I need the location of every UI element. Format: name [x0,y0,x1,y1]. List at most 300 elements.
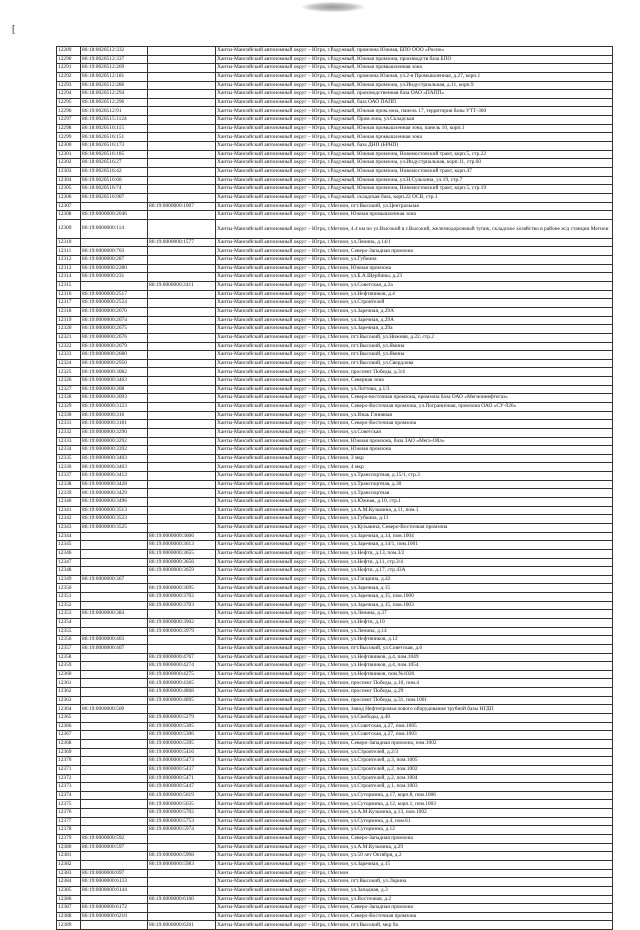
table-row [57,921,613,930]
address-cell: Ханты-Мансийский автономный округ – Югра, г.Мегион, ул.Заречная, д.15, пом.1003 [216,601,613,610]
cadastral-number-cell [81,688,148,697]
object-number-cell [148,359,216,368]
table-row [57,193,613,202]
row-number-cell: 12387 [57,904,81,913]
address-cell: Ханты-Мансийский автономный округ – Югра, г.Мегион, ул.А.М.Кузьмина, д.13, пом.1002 [216,809,613,818]
address-cell: Ханты-Мансийский автономный округ – Югра, г.Мегион, ул.Ленина, д.14/1 [216,238,613,247]
cadastral-number-cell [81,558,148,567]
address-cell: Ханты-Мансийский автономный округ – Югра, г.Мегион, ул.Заречная, д.29А [216,316,613,325]
table-row [57,869,613,878]
cadastral-number-cell: 86:19:0000000:384 [81,610,148,619]
table-row [57,176,613,185]
row-number-cell: 12349 [57,575,81,584]
object-number-cell [148,351,216,360]
cadastral-number-cell [81,826,148,835]
object-number-cell [148,843,216,852]
cadastral-number-cell: 86:19:0000000:407 [81,644,148,653]
table-row [57,47,613,56]
cadastral-number-cell: 86:19:0000000:597 [81,843,148,852]
table-row [57,886,613,895]
table-row [57,282,613,291]
row-number-cell: 12371 [57,765,81,774]
table-row [57,472,613,481]
object-number-cell [148,480,216,489]
row-number-cell: 12294 [57,90,81,99]
cadastral-number-cell [81,593,148,602]
object-number-cell: 86:19:0000000:3702 [148,593,216,602]
address-cell: Ханты-Мансийский автономный округ – Югра, г.Мегион, ул.Нефтяников, д.4, пом.1049 [216,653,613,662]
cadastral-number-cell: 86:19:0000000:3082 [81,368,148,377]
object-number-cell [148,385,216,394]
object-number-cell: 86:19:0000000:5473 [148,757,216,766]
object-number-cell [148,377,216,386]
address-cell: Ханты-Мансийский автономный округ – Югра, г.Мегион, Северо-Западная промзона, пом.1002 [216,739,613,748]
cadastral-number-cell: 86:19:0000000:2679 [81,342,148,351]
table-row [57,757,613,766]
table-row [57,133,613,142]
table-row [57,826,613,835]
table-row [57,359,613,368]
row-number-cell: 12319 [57,316,81,325]
object-number-cell [148,420,216,429]
address-cell: Ханты-Мансийский автономный округ – Югра, г.Мегион, ул.Ленина, д.14 [216,627,613,636]
address-cell: Ханты-Мансийский автономный округ – Югра, г.Радужный, производственная база ОАО «ПАПП» [216,90,613,99]
table-row [57,722,613,731]
row-number-cell: 12302 [57,159,81,168]
address-cell: Ханты-Мансийский автономный округ – Югра, г.Мегион, ул.Губкина [216,256,613,265]
object-number-cell [148,264,216,273]
cadastral-number-cell: 86:19:0020512:269 [81,64,148,73]
row-number-cell: 12291 [57,64,81,73]
table-row [57,411,613,420]
cadastral-number-cell: 86:19:0000000:2674 [81,316,148,325]
cadastral-number-cell [81,774,148,783]
address-cell: Ханты-Мансийский автономный округ – Югра, г.Мегион, ул.Заречная, д.15 [216,584,613,593]
address-cell: Ханты-Мансийский автономный округ – Югра, г.Мегион, ул.А.М.Кузьмина, д.11, пом.1 [216,506,613,515]
object-number-cell [148,835,216,844]
cadastral-number-cell [81,722,148,731]
row-number-cell: 12296 [57,107,81,116]
address-cell: Ханты-Мансийский автономный округ – Югра, г.Радужный, Пром.зона, ул.Складская [216,116,613,125]
row-number-cell: 12357 [57,644,81,653]
row-number-cell: 12300 [57,142,81,151]
row-number-cell: 12384 [57,878,81,887]
table-row [57,601,613,610]
cadastral-number-cell: 86:19:0000000:2676 [81,333,148,342]
address-cell: Ханты-Мансийский автономный округ – Югра, г.Мегион, ул.Южная, д.10, стр.1 [216,498,613,507]
table-row [57,247,613,256]
object-number-cell [148,159,216,168]
cadastral-number-cell [81,662,148,671]
cadastral-number-cell: 86:19:0000000:3123 [81,402,148,411]
object-number-cell [148,64,216,73]
row-number-cell: 12309 [57,219,81,238]
address-cell: Ханты-Мансийский автономный округ – Югра, г.Мегион, ул.Сутормина, д.12 [216,826,613,835]
row-number-cell: 12326 [57,377,81,386]
address-cell: Ханты-Мансийский автономный округ – Югра, г.Мегион, ул.Нефти, д.11, стр.3/4 [216,558,613,567]
table-row [57,670,613,679]
address-cell: Ханты-Мансийский автономный округ – Югра, г.Радужный, Южная промзона, ул.Н.Сульхина, ул.19, стр.7 [216,176,613,185]
address-cell: Ханты-Мансийский автономный округ – Югра, г.Мегион, Северо-Западная промзона [216,247,613,256]
row-number-cell: 12388 [57,912,81,921]
address-cell: Ханты-Мансийский автономный округ – Югра, г.Мегион, пгт.Высокий, ул.Советская, д.6 [216,644,613,653]
address-cell: Ханты-Мансийский автономный округ – Югра, г.Мегион, ул.Лоттова, д.1/3 [216,385,613,394]
object-number-cell [148,886,216,895]
row-number-cell: 12358 [57,653,81,662]
address-cell: Ханты-Мансийский автономный округ – Югра, г.Радужный, база ОАО ПАПП [216,98,613,107]
row-number-cell: 12343 [57,523,81,532]
object-number-cell: 86:19:0000000:5416 [148,748,216,757]
cadastral-number-cell [81,731,148,740]
address-cell: Ханты-Мансийский автономный округ – Югра, г.Радужный, база ДНП (БРНП) [216,142,613,151]
row-number-cell: 12379 [57,835,81,844]
table-row [57,714,613,723]
cadastral-number-cell [81,860,148,869]
row-number-cell: 12321 [57,333,81,342]
address-cell: Ханты-Мансийский автономный округ – Югра, г.Мегион, ул.Заречная, д.15, пом.1000 [216,593,613,602]
table-row [57,523,613,532]
row-number-cell: 12338 [57,480,81,489]
object-number-cell [148,256,216,265]
object-number-cell [148,299,216,308]
row-number-cell: 12329 [57,402,81,411]
object-number-cell: 86:19:0000000:5471 [148,774,216,783]
table-row [57,636,613,645]
address-cell: Ханты-Мансийский автономный округ – Югра, г.Мегион, ул.Западная, д.3 [216,886,613,895]
row-number-cell: 12314 [57,273,81,282]
address-cell: Ханты-Мансийский автономный округ – Югра, г.Мегион, Северо-Восточная промзона [216,420,613,429]
row-number-cell: 12344 [57,532,81,541]
cadastral-number-cell [81,921,148,930]
cadastral-number-cell [81,809,148,818]
object-number-cell [148,515,216,524]
object-number-cell: 86:19:0000000:5983 [148,860,216,869]
row-number-cell: 12385 [57,886,81,895]
row-number-cell: 12364 [57,705,81,714]
address-cell: Ханты-Мансийский автономный округ – Югра, г.Мегион, ул.Сутормина, д.17, корп.8, пом.1006 [216,791,613,800]
address-cell: Ханты-Мансийский автономный округ – Югра, г.Мегион, ул.Заречная, д.29а [216,325,613,334]
cadastral-number-cell [81,627,148,636]
row-number-cell: 12368 [57,739,81,748]
object-number-cell: 86:19:0000000:1007 [148,202,216,211]
address-cell: Ханты-Мансийский автономный округ – Югра, г.Мегион, ул.Транспортная, д.30 [216,480,613,489]
cadastral-number-cell: 86:19:0000000:3290 [81,428,148,437]
table-row [57,532,613,541]
row-number-cell: 12336 [57,463,81,472]
cadastral-number-cell: 86:19:0000000:231 [81,273,148,282]
address-cell: Ханты-Мансийский автономный округ – Югра, г.Радужный, промзона Южная, ул.2-я Промышленная, д.27, корп.1 [216,72,613,81]
table-row [57,107,613,116]
table-row [57,549,613,558]
table-row [57,783,613,792]
object-number-cell: 86:19:0000000:3703 [148,601,216,610]
cadastral-number-cell: 86:18:0020516:27 [81,159,148,168]
cadastral-number-cell [81,817,148,826]
object-number-cell [148,290,216,299]
object-number-cell: 86:19:0000000:6261 [148,921,216,930]
cadastral-number-cell: 86:19:0000000:403 [81,636,148,645]
object-number-cell [148,394,216,403]
registry-table-body [57,47,613,930]
object-number-cell [148,428,216,437]
object-number-cell: 86:19:0000000:3659 [148,567,216,576]
table-row [57,809,613,818]
object-number-cell [148,869,216,878]
row-number-cell: 12360 [57,670,81,679]
address-cell: Ханты-Мансийский автономный округ – Югра, г.Мегион, ул.Свободы, д.40 [216,714,613,723]
address-cell: Ханты-Мансийский автономный округ – Югра, г.Мегион, пгт.Высокий, ул.Ямина [216,351,613,360]
address-cell: Ханты-Мансийский автономный округ – Югра, г.Мегион, ул.Языь Глиняная [216,411,613,420]
row-number-cell: 12350 [57,584,81,593]
table-row [57,739,613,748]
object-number-cell [148,273,216,282]
cadastral-number-cell: 86:19:0000000:3463 [81,377,148,386]
row-number-cell: 12317 [57,299,81,308]
object-number-cell [148,167,216,176]
row-number-cell: 12354 [57,619,81,628]
address-cell: Ханты-Мансийский автономный округ – Югра, г.Мегион, Завод Нефтепромыслового оборудования трубной базы НГДП [216,705,613,714]
table-row [57,506,613,515]
table-row [57,342,613,351]
table-row [57,835,613,844]
address-cell: Ханты-Мансийский автономный округ – Югра, г.Мегион, ул.Советская, д.27, пом.1003 [216,731,613,740]
row-number-cell: 12355 [57,627,81,636]
address-cell: Ханты-Мансийский автономный округ – Югра, г.Мегион, ул.Заречная, д.14/1, пом.1001 [216,541,613,550]
cadastral-number-cell [81,679,148,688]
row-number-cell: 12310 [57,238,81,247]
row-number-cell: 12339 [57,489,81,498]
object-number-cell: 86:19:0000000:4868 [148,688,216,697]
address-cell: Ханты-Мансийский автономный округ – Югра, г.Радужный, Южная промзона, Новомостовский тракт, корп.47 [216,167,613,176]
address-cell: Ханты-Мансийский автономный округ – Югра, г.Мегион, 4.4 км по ул.Высокий в г.Высокий, железнодорожный тупик, складское хозяйство в районе ж/д станции Мегион [216,219,613,238]
address-cell: Ханты-Мансийский автономный округ – Югра, г.Мегион, ул.Заречная, д.29А [216,307,613,316]
row-number-cell: 12363 [57,696,81,705]
row-number-cell: 12362 [57,688,81,697]
cadastral-number-cell: 86:19:0000000:6210 [81,912,148,921]
cadastral-number-cell: 86:19:0000000:3403 [81,463,148,472]
table-row [57,264,613,273]
address-cell: Ханты-Мансийский автономный округ – Югра, г.Мегион, Северо-Западная промзона [216,904,613,913]
object-number-cell: 86:19:0000000:2411 [148,282,216,291]
address-cell: Ханты-Мансийский автономный округ – Югра, г.Мегион, ул.Строителей [216,299,613,308]
object-number-cell [148,463,216,472]
cadastral-number-cell [81,202,148,211]
row-number-cell: 12348 [57,567,81,576]
row-number-cell: 12365 [57,714,81,723]
object-number-cell [148,219,216,238]
cadastral-number-cell: 86:18:0020512:181 [81,72,148,81]
address-cell: Ханты-Мансийский автономный округ – Югра, г.Мегион, ул.Строителей, д.2, пом.1002 [216,765,613,774]
object-number-cell [148,55,216,64]
table-row [57,541,613,550]
cadastral-number-cell [81,653,148,662]
cadastral-number-cell: 86:19:0020516:42 [81,167,148,176]
address-cell: Ханты-Мансийский автономный округ – Югра, г.Радужный, Южная промышленная зона, панель 10, корп.1 [216,124,613,133]
scan-blot-mark [302,2,364,12]
table-row [57,912,613,921]
table-row [57,437,613,446]
cadastral-number-cell [81,791,148,800]
object-number-cell [148,644,216,653]
object-number-cell [148,107,216,116]
object-number-cell: 86:19:0000000:3979 [148,627,216,636]
table-row [57,368,613,377]
table-row [57,273,613,282]
cadastral-number-cell: 86:19:0000000:3292 [81,437,148,446]
cadastral-number-cell [81,765,148,774]
table-row [57,688,613,697]
address-cell: Ханты-Мансийский автономный округ – Югра, г.Мегион, ул.Нефтяников, д.4 [216,290,613,299]
table-row [57,878,613,887]
table-row [57,662,613,671]
cadastral-number-cell: 86:19:0000000:2675 [81,325,148,334]
table-row [57,498,613,507]
row-number-cell: 12366 [57,722,81,731]
object-number-cell [148,411,216,420]
cadastral-number-cell: 86:19:0020512:337 [81,55,148,64]
address-cell: Ханты-Мансийский автономный округ – Югра, г.Мегион, ул.Строителей, д.1, пом.1003 [216,783,613,792]
row-number-cell: 12378 [57,826,81,835]
cadastral-number-cell [81,783,148,792]
object-number-cell [148,116,216,125]
address-cell: Ханты-Мансийский автономный округ – Югра, г.Мегион, пгт.Высокий, ул.Центральная [216,202,613,211]
address-cell: Ханты-Мансийский автономный округ – Югра, г.Мегион, ул.Кузьмина, Северо-Восточная промзона [216,523,613,532]
cadastral-number-cell: 86:18:0020516:173 [81,142,148,151]
row-number-cell: 12313 [57,264,81,273]
address-cell: Ханты-Мансийский автономный округ – Югра, г.Мегион, ул.Сутормина, д.12, корп.1, пом.1003 [216,800,613,809]
object-number-cell [148,610,216,619]
row-number-cell: 12308 [57,211,81,220]
address-cell: Ханты-Мансийский автономный округ – Югра, г.Мегион, ул.50 лет Октября, д.2 [216,852,613,861]
object-number-cell: 86:19:0000000:5305 [148,722,216,731]
cadastral-number-cell [81,601,148,610]
address-cell: Ханты-Мансийский автономный округ – Югра, г.Мегион, пгт.Высокий, ул.Ямина [216,342,613,351]
table-row [57,774,613,783]
cadastral-number-cell: 86:19:0000000:6144 [81,886,148,895]
row-number-cell: 12386 [57,895,81,904]
object-number-cell: 86:19:0000000:5635 [148,800,216,809]
row-number-cell: 12369 [57,748,81,757]
object-number-cell [148,124,216,133]
row-number-cell: 12389 [57,921,81,930]
cadastral-number-cell [81,282,148,291]
address-cell: Ханты-Мансийский автономный округ – Югра, г.Мегион, ул.Советская, д.27, пом.1005 [216,722,613,731]
row-number-cell: 12330 [57,411,81,420]
row-number-cell: 12352 [57,601,81,610]
table-row [57,81,613,90]
row-number-cell: 12324 [57,359,81,368]
margin-bracket-mark: [ [12,24,16,35]
table-row [57,167,613,176]
table-row [57,748,613,757]
object-number-cell: 86:19:0000000:3613 [148,541,216,550]
object-number-cell [148,437,216,446]
table-row [57,150,613,159]
scan-header-area [0,0,640,46]
address-cell: Ханты-Мансийский автономный округ – Югра, г.Мегион, ул.Строителей, д.2/3 [216,748,613,757]
row-number-cell: 12327 [57,385,81,394]
table-row [57,817,613,826]
cadastral-number-cell: 86:18:0020512:286 [81,81,148,90]
object-number-cell [148,307,216,316]
address-cell: Ханты-Мансийский автономный округ – Югра, г.Мегион, пгт.Высокий, ул.Свердлова [216,359,613,368]
cadastral-number-cell [81,532,148,541]
address-cell: Ханты-Мансийский автономный округ – Югра, г.Мегион, ул.Строителей, д.3, пом.1005 [216,757,613,766]
cadastral-number-cell: 86:19:0000000:3496 [81,498,148,507]
row-number-cell: 12361 [57,679,81,688]
object-number-cell [148,211,216,220]
address-cell: Ханты-Мансийский автономный округ – Югра, г.Радужный, Южная промышленная зона [216,133,613,142]
cadastral-number-cell: 86:19:0000000:2046 [81,211,148,220]
table-row [57,385,613,394]
cadastral-number-cell: 86:19:0000000:2524 [81,299,148,308]
cadastral-number-cell: 86:18:0020516:115 [81,124,148,133]
row-number-cell: 12381 [57,852,81,861]
table-row [57,610,613,619]
address-cell: Ханты-Мансийский автономный округ – Югра, г.Мегион, ул.А.М.Кузьмина, д.29 [216,843,613,852]
row-number-cell: 12298 [57,124,81,133]
object-number-cell [148,133,216,142]
cadastral-number-cell: 86:18:0020516:74 [81,185,148,194]
table-row [57,307,613,316]
object-number-cell [148,636,216,645]
address-cell: Ханты-Мансийский автономный округ – Югра, г.Мегион, 3 мкр [216,454,613,463]
object-number-cell [148,193,216,202]
object-number-cell: 86:19:0000000:4275 [148,670,216,679]
cadastral-number-cell: 86:19:0000000:6133 [81,878,148,887]
object-number-cell: 86:19:0000000:5395 [148,739,216,748]
table-row [57,446,613,455]
address-cell: Ханты-Мансийский автономный округ – Югра, г.Мегион, проспект Победы, д.3/4 [216,368,613,377]
object-number-cell: 86:19:0000000:1577 [148,238,216,247]
table-row [57,852,613,861]
address-cell: Ханты-Мансийский автономный округ – Югра, г.Мегион, Южная промзона [216,446,613,455]
row-number-cell: 12316 [57,290,81,299]
row-number-cell: 12345 [57,541,81,550]
object-number-cell [148,454,216,463]
object-number-cell: 86:19:0000000:5974 [148,826,216,835]
table-row [57,644,613,653]
table-row [57,142,613,151]
cadastral-number-cell [81,852,148,861]
cadastral-number-cell: 86:19:0000000:3392 [81,446,148,455]
table-row [57,420,613,429]
cadastral-number-cell [81,895,148,904]
object-number-cell: 86:19:0000000:3606 [148,532,216,541]
table-row [57,90,613,99]
cadastral-number-cell: 86:19:0000000:114 [81,219,148,238]
address-cell: Ханты-Мансийский автономный округ – Югра, г.Мегион, Южная промышленная зона [216,211,613,220]
row-number-cell: 12346 [57,549,81,558]
address-cell: Ханты-Мансийский автономный округ – Югра, г.Мегион, пгт.Высокий, ул.Нижняя, д.22, стр.2 [216,333,613,342]
row-number-cell: 12347 [57,558,81,567]
object-number-cell [148,446,216,455]
cadastral-number-cell: 86:19:0020515:1124 [81,116,148,125]
row-number-cell: 12295 [57,98,81,107]
row-number-cell: 12328 [57,394,81,403]
row-number-cell: 12332 [57,428,81,437]
row-number-cell: 12351 [57,593,81,602]
table-row [57,800,613,809]
cadastral-number-cell: 86:19:0000000:3523 [81,515,148,524]
table-row [57,558,613,567]
row-number-cell: 12320 [57,325,81,334]
row-number-cell: 12299 [57,133,81,142]
row-number-cell: 12382 [57,860,81,869]
cadastral-number-cell: 86:19:0000000:3525 [81,523,148,532]
address-cell: Ханты-Мансийский автономный округ – Югра, г.Мегион, ул.Ленина, д.37 [216,610,613,619]
row-number-cell: 12370 [57,757,81,766]
